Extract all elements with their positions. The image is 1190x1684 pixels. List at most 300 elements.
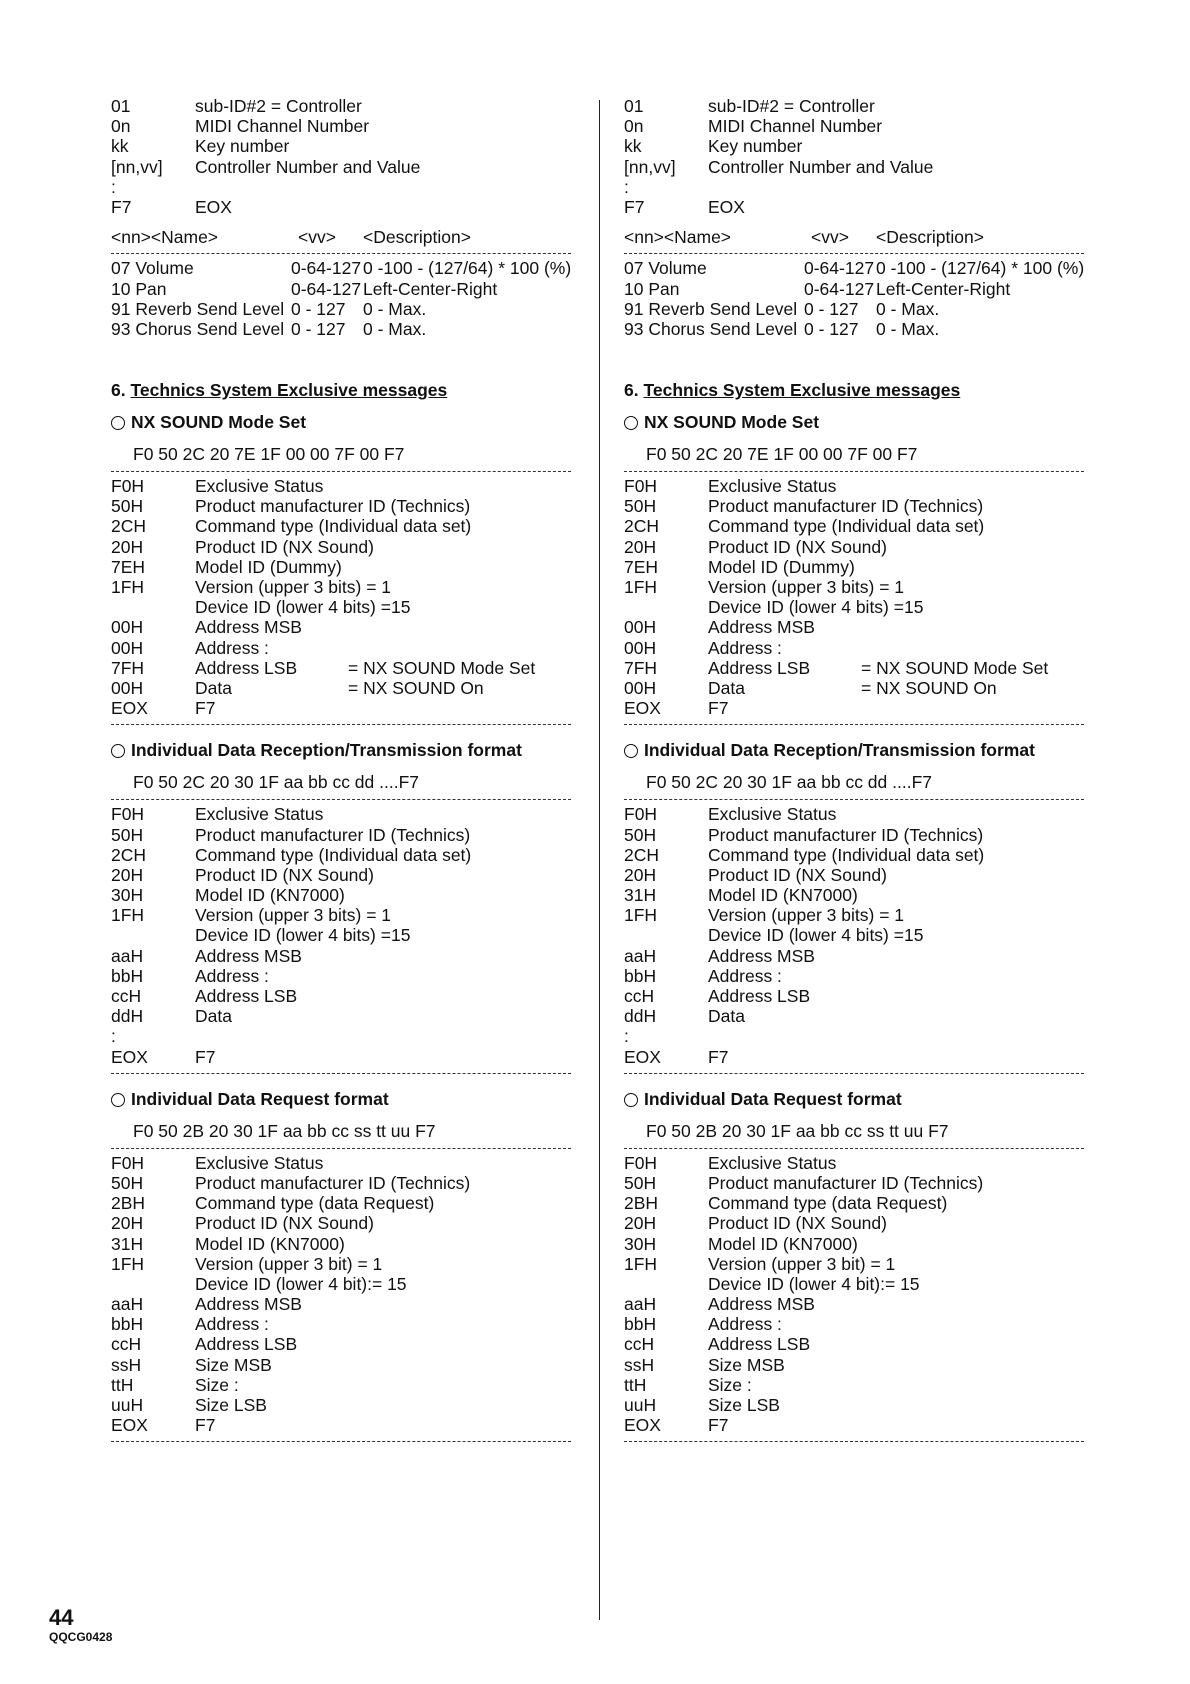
row-description: Controller Number and Value [195,156,421,177]
row-code: 2BH [111,1193,146,1214]
row-description: Product manufacturer ID (Technics) [195,1172,471,1193]
row-description: MIDI Channel Number [195,116,370,137]
table-row [111,678,571,698]
circle-bullet-icon [111,416,125,430]
table-row [111,1193,571,1213]
row-description: Key number [708,136,803,157]
row-description: Product manufacturer ID (Technics) [708,824,984,845]
row-code: 7FH [624,657,658,678]
spacer [111,1078,571,1088]
dashed-rule [624,799,1084,800]
row-extra: = NX SOUND Mode Set [861,657,1049,678]
controller-range: 0-64-127 [804,258,875,279]
data-request-command: F0 50 2B 20 30 1F aa bb cc ss tt uu F7 [646,1120,949,1141]
controller-range: 0-64-127 [291,278,362,299]
table-row [624,1153,1084,1173]
controller-name: 93 Chorus Send Level [624,318,798,339]
table-row [624,577,1084,597]
nx-sound-heading-title: NX SOUND Mode Set [644,412,820,433]
row-code: 31H [111,1233,144,1254]
row-code: 00H [111,677,144,698]
row-code: 20H [111,536,144,557]
row-code: bbH [624,965,657,986]
row-description: Address : [708,637,782,658]
row-description: Version (upper 3 bits) = 1 [708,905,905,926]
row-code: 20H [111,864,144,885]
spacer [624,217,1084,227]
table-row [624,1395,1084,1415]
row-code: bbH [111,965,144,986]
row-code: F0H [624,804,658,825]
controller-range: 0 - 127 [804,318,859,339]
individual-data-command: F0 50 2C 20 30 1F aa bb cc dd ....F7 [133,772,419,793]
spacer [624,339,1084,379]
row-description: Address MSB [195,617,302,638]
controller-range: 0-64-127 [291,258,362,279]
row-code: 30H [111,885,144,906]
row-code: : [111,176,116,197]
table-row [111,597,571,617]
row-code: 7FH [111,657,145,678]
row-code: EOX [111,1415,148,1436]
table-row [111,157,571,177]
controller-description: Left-Center-Right [363,278,498,299]
dashed-rule [624,1148,1084,1149]
row-code: EOX [111,698,148,719]
row-description: Product ID (NX Sound) [708,1213,887,1234]
row-description: Device ID (lower 4 bits) =15 [195,597,411,618]
individual-data-command: F0 50 2C 20 30 1F aa bb cc dd ....F7 [646,772,932,793]
controller-name: 10 Pan [624,278,680,299]
header-vv: <vv> [298,227,336,248]
table-row [111,658,571,678]
table-row [624,136,1084,156]
spacer [111,217,571,227]
row-code: 50H [624,1172,657,1193]
row-description: Address : [708,965,782,986]
section-heading [111,379,571,401]
nx-sound-heading [624,411,1084,433]
row-code: 50H [111,496,144,517]
row-code: 1FH [624,577,658,597]
table-row [624,925,1084,945]
row-code: uuH [111,1395,144,1415]
document-code: QQCG0428 [49,1630,113,1644]
controller-name: 07 Volume [624,258,707,279]
row-code: 30H [624,1233,657,1254]
row-description: Address : [195,965,269,986]
dashed-rule [111,724,571,725]
spacer [624,433,1084,443]
table-row [624,1314,1084,1334]
row-code: EOX [624,1415,661,1436]
table-row [111,905,571,925]
row-description: Model ID (KN7000) [195,1233,345,1254]
table-row [111,698,571,718]
header-nn-name: <nn><Name> [624,227,732,248]
row-description: Address MSB [708,1294,815,1315]
row-description: Product ID (NX Sound) [708,864,887,885]
row-description: Version (upper 3 bit) = 1 [708,1253,896,1274]
row-code: ttH [624,1374,647,1395]
circle-bullet-icon [624,1093,638,1107]
row-code: uuH [624,1395,657,1415]
header-description: <Description> [363,227,471,248]
row-code: ddH [624,1006,657,1027]
table-row [111,1026,571,1046]
row-description: Exclusive Status [708,1152,837,1173]
table-row [624,1047,1084,1067]
row-code: 0n [111,116,131,137]
spacer [111,729,571,739]
table-row [624,1026,1084,1046]
row-description: Address LSB [195,1334,298,1355]
row-code: 00H [624,677,657,698]
table-row [624,617,1084,637]
data-request-heading [111,1088,571,1110]
table-row [624,1173,1084,1193]
table-row [111,804,571,824]
controller-description: 0 - Max. [876,318,940,339]
table-row [111,825,571,845]
row-code: ccH [624,986,655,1006]
table-row [624,1415,1084,1435]
row-extra: = NX SOUND Mode Set [348,657,536,678]
controller-header [111,227,571,247]
row-description: Product ID (NX Sound) [195,1213,374,1234]
controller-row [624,299,1084,319]
spacer [624,1078,1084,1088]
nx-sound-command: F0 50 2C 20 7E 1F 00 00 7F 00 F7 [646,444,918,465]
controller-row [111,319,571,339]
row-description: Address LSB [708,1334,811,1355]
row-description: Address MSB [195,1294,302,1315]
table-row [624,698,1084,718]
table-row [624,885,1084,905]
section-title: Technics System Exclusive messages [130,380,448,401]
table-row [624,638,1084,658]
table-row [624,177,1084,197]
row-code: F7 [111,196,132,217]
row-code: 20H [624,536,657,557]
individual-data-heading-title: Individual Data Reception/Transmission format [644,740,1035,761]
row-description: Model ID (Dummy) [195,556,342,577]
row-code: [nn,vv] [624,156,676,177]
row-code: 00H [624,637,657,658]
dashed-rule [624,471,1084,472]
row-description: Size : [195,1374,239,1395]
row-description: Address : [708,1314,782,1335]
table-row [111,496,571,516]
row-description: F7 [708,1046,729,1067]
row-description: Command type (Individual data set) [708,844,985,865]
table-row [111,986,571,1006]
controller-description: 0 -100 - (127/64) * 100 (%) [363,258,572,279]
table-row [624,537,1084,557]
spacer [111,1110,571,1120]
table-row [624,825,1084,845]
row-description: Command type (data Request) [195,1193,435,1214]
row-description: Address : [195,637,269,658]
row-description: Version (upper 3 bits) = 1 [195,905,392,926]
table-row [111,577,571,597]
table-row [111,865,571,885]
table-row [624,658,1084,678]
row-description: Command type (Individual data set) [708,516,985,537]
row-description: Address : [195,1314,269,1335]
table-row [624,1254,1084,1274]
row-code: kk [111,136,129,157]
row-code: F0H [624,1152,658,1173]
controller-row [111,299,571,319]
controller-range: 0 - 127 [804,298,859,319]
table-row [624,1006,1084,1026]
row-code: ccH [624,1334,655,1355]
header-vv: <vv> [811,227,849,248]
row-description: Product ID (NX Sound) [195,536,374,557]
row-description: Address LSB [195,657,298,678]
nx-sound-heading [111,411,571,433]
table-row [111,1314,571,1334]
row-code: ccH [111,986,142,1006]
row-description: Size MSB [195,1354,272,1375]
controller-name: 91 Reverb Send Level [624,298,798,319]
row-code: 0n [624,116,644,137]
controller-row [624,279,1084,299]
row-code: 20H [624,1213,657,1234]
row-code: kk [624,136,642,157]
controller-name: 91 Reverb Send Level [111,298,285,319]
row-code: aaH [624,945,657,966]
table-row [624,1294,1084,1314]
row-code: aaH [111,1294,144,1315]
controller-description: Left-Center-Right [876,278,1011,299]
table-row [624,1355,1084,1375]
table-row [111,197,571,217]
table-row [624,865,1084,885]
row-description: Version (upper 3 bit) = 1 [195,1253,383,1274]
table-row [624,804,1084,824]
table-row [624,496,1084,516]
row-description: Product manufacturer ID (Technics) [195,496,471,517]
row-description: Product ID (NX Sound) [708,536,887,557]
table-row [111,1047,571,1067]
table-row [111,1395,571,1415]
table-row [111,516,571,536]
row-code: aaH [624,1294,657,1315]
row-description: Product ID (NX Sound) [195,864,374,885]
row-description: Address LSB [708,986,811,1006]
row-code: 1FH [624,905,658,926]
row-code: F0H [111,476,145,497]
dashed-rule [624,1073,1084,1074]
section-number: 6. [624,380,644,401]
row-description: Device ID (lower 4 bits) =15 [708,925,924,946]
controller-name: 93 Chorus Send Level [111,318,285,339]
row-description: Product manufacturer ID (Technics) [708,496,984,517]
table-row [624,1213,1084,1233]
table-row [624,116,1084,136]
section-title: Technics System Exclusive messages [643,380,961,401]
table-row [111,1334,571,1354]
row-description: Device ID (lower 4 bits) =15 [708,597,924,618]
row-code: 50H [624,824,657,845]
table-row [111,1173,571,1193]
table-row [624,1375,1084,1395]
row-description: Exclusive Status [195,804,324,825]
row-code: F0H [624,476,658,497]
controller-description: 0 - Max. [363,318,427,339]
section-heading [624,379,1084,401]
row-description: F7 [708,1415,729,1436]
row-code: 00H [624,617,657,638]
row-code: 01 [624,96,644,116]
dashed-rule [624,1441,1084,1442]
row-description: Address MSB [708,617,815,638]
row-extra: = NX SOUND On [861,677,997,698]
dashed-rule [111,799,571,800]
spacer [111,433,571,443]
table-row [111,1294,571,1314]
table-row [111,1274,571,1294]
data-request-heading-title: Individual Data Request format [131,1088,389,1109]
controller-range: 0-64-127 [804,278,875,299]
row-code: ssH [111,1354,142,1375]
row-code: 7EH [111,556,146,577]
spacer [624,1110,1084,1120]
row-code: 7EH [624,556,659,577]
table-row [111,966,571,986]
row-code: 2CH [624,516,660,537]
row-code: 00H [111,637,144,658]
row-description: Data [195,677,232,698]
row-code: F7 [624,196,645,217]
right-column [624,96,1084,1446]
table-row [111,1415,571,1435]
table-row [624,157,1084,177]
row-description: Exclusive Status [195,476,324,497]
controller-range: 0 - 127 [291,318,346,339]
row-code: 00H [111,617,144,638]
row-code: 1FH [624,1253,658,1274]
row-code: : [624,1026,629,1047]
row-code: ddH [111,1006,144,1027]
table-row [111,136,571,156]
table-row [111,946,571,966]
row-description: Key number [195,136,290,157]
row-code: 50H [111,1172,144,1193]
row-description: Command type (Individual data set) [195,516,472,537]
table-row [111,557,571,577]
table-row [624,905,1084,925]
row-code: F0H [111,1152,145,1173]
controller-name: 07 Volume [111,258,194,279]
table-row [111,537,571,557]
spacer [111,761,571,771]
row-description: sub-ID#2 = Controller [708,96,875,116]
row-description: Version (upper 3 bits) = 1 [195,577,392,597]
controller-description: 0 - Max. [876,298,940,319]
table-row [624,986,1084,1006]
row-description: Model ID (KN7000) [195,885,345,906]
row-code: ttH [111,1374,134,1395]
row-code: 1FH [111,1253,145,1274]
row-description: Version (upper 3 bits) = 1 [708,577,905,597]
controller-row [111,279,571,299]
row-description: Device ID (lower 4 bit):= 15 [195,1273,407,1294]
data-request-heading [624,1088,1084,1110]
table-row [624,678,1084,698]
table-row [624,1334,1084,1354]
dashed-rule [111,1148,571,1149]
row-description: Address MSB [195,945,302,966]
controller-header [624,227,1084,247]
table-row [111,1355,571,1375]
controller-name: 10 Pan [111,278,167,299]
nx-sound-heading-title: NX SOUND Mode Set [131,412,307,433]
table-row [111,885,571,905]
row-description: Device ID (lower 4 bits) =15 [195,925,411,946]
table-row [624,597,1084,617]
table-row [624,1234,1084,1254]
row-code: bbH [624,1314,657,1335]
row-code: 20H [624,864,657,885]
controller-description: 0 - Max. [363,298,427,319]
table-row [111,925,571,945]
left-column [111,96,571,1446]
row-description: Data [708,677,745,698]
table-row [624,946,1084,966]
column-divider [599,100,600,1620]
controller-range: 0 - 127 [291,298,346,319]
row-code: EOX [624,698,661,719]
row-description: sub-ID#2 = Controller [195,96,362,116]
row-description: Size LSB [195,1395,267,1415]
row-code: bbH [111,1314,144,1335]
row-description: Exclusive Status [708,804,837,825]
table-row [111,1153,571,1173]
row-code: 31H [624,885,657,906]
dashed-rule [111,1441,571,1442]
circle-bullet-icon [111,744,125,758]
row-code: 1FH [111,577,145,597]
dashed-rule [624,724,1084,725]
dashed-rule [111,471,571,472]
row-description: F7 [195,698,216,719]
row-description: EOX [708,196,745,217]
row-code: : [111,1026,116,1047]
table-row [624,516,1084,536]
row-description: Data [195,1006,232,1027]
controller-row [624,258,1084,278]
table-row [624,1274,1084,1294]
row-description: Product manufacturer ID (Technics) [195,824,471,845]
spacer [624,761,1084,771]
table-row [624,197,1084,217]
table-row [111,1213,571,1233]
data-request-heading-title: Individual Data Request format [644,1088,902,1109]
table-row [111,638,571,658]
circle-bullet-icon [624,416,638,430]
row-code: EOX [624,1046,661,1067]
circle-bullet-icon [624,744,638,758]
dashed-rule [111,253,571,254]
data-request-command: F0 50 2B 20 30 1F aa bb cc ss tt uu F7 [133,1120,436,1141]
table-row [111,1006,571,1026]
table-row [624,845,1084,865]
row-code: 01 [111,96,131,116]
header-description: <Description> [876,227,984,248]
